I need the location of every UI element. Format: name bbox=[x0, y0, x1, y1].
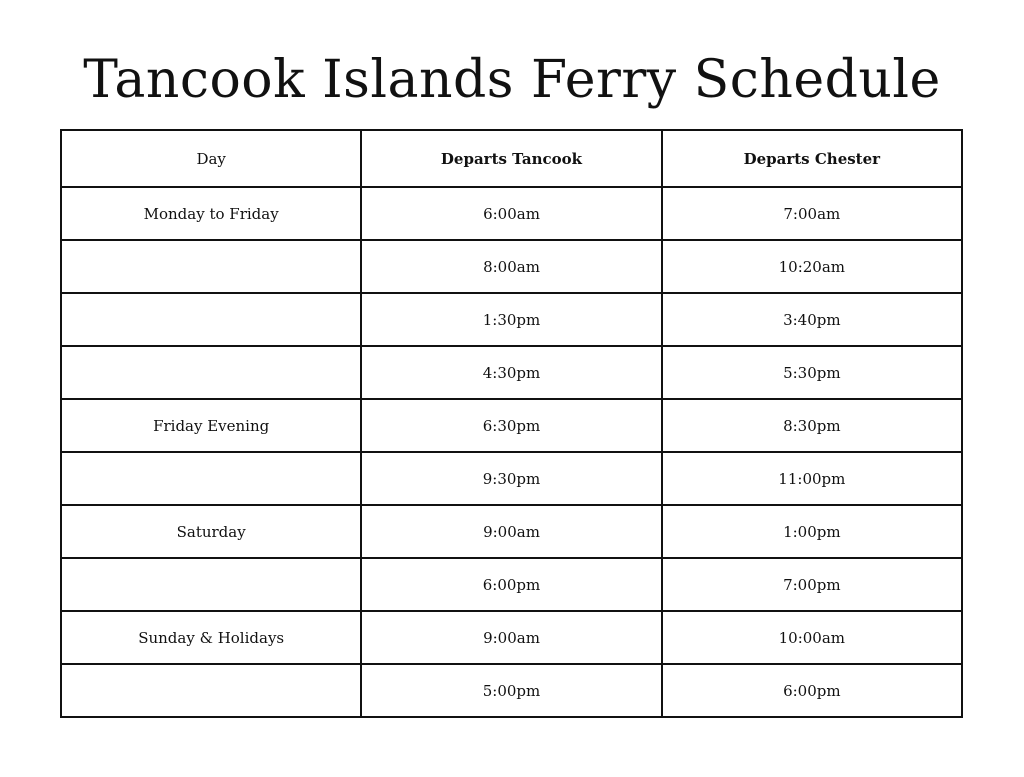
tancook-departure-cell: 9:30pm bbox=[361, 452, 661, 505]
day-cell: Friday Evening bbox=[61, 399, 361, 452]
table-row bbox=[61, 187, 962, 240]
day-cell: Sunday & Holidays bbox=[61, 611, 361, 664]
chester-departure-cell: 1:00pm bbox=[662, 505, 962, 558]
table-row bbox=[61, 505, 962, 558]
tancook-departure-cell: 6:00am bbox=[361, 187, 661, 240]
table-row bbox=[61, 346, 962, 399]
header-row bbox=[61, 130, 962, 187]
table-row bbox=[61, 240, 962, 293]
table-row bbox=[61, 293, 962, 346]
chester-departure-cell: 8:30pm bbox=[662, 399, 962, 452]
table-body bbox=[61, 187, 962, 717]
chester-departure-cell: 7:00am bbox=[662, 187, 962, 240]
page-title: Tancook Islands Ferry Schedule bbox=[83, 50, 941, 110]
chester-departure-cell: 7:00pm bbox=[662, 558, 962, 611]
day-cell bbox=[61, 293, 361, 346]
tancook-departure-cell: 9:00am bbox=[361, 611, 661, 664]
tancook-departure-cell: 5:00pm bbox=[361, 664, 661, 717]
ferry-schedule-table bbox=[60, 129, 963, 718]
chester-departure-cell: 11:00pm bbox=[662, 452, 962, 505]
table-row bbox=[61, 399, 962, 452]
chester-departure-cell: 10:00am bbox=[662, 611, 962, 664]
day-cell: Monday to Friday bbox=[61, 187, 361, 240]
day-cell bbox=[61, 558, 361, 611]
tancook-departure-cell: 9:00am bbox=[361, 505, 661, 558]
day-cell bbox=[61, 664, 361, 717]
chester-departure-cell: 6:00pm bbox=[662, 664, 962, 717]
tancook-departure-cell: 6:30pm bbox=[361, 399, 661, 452]
chester-departure-cell: 10:20am bbox=[662, 240, 962, 293]
tancook-departure-cell: 4:30pm bbox=[361, 346, 661, 399]
column-header-day: Day bbox=[61, 130, 361, 187]
day-cell bbox=[61, 346, 361, 399]
column-header-departs-chester: Departs Chester bbox=[662, 130, 962, 187]
chester-departure-cell: 5:30pm bbox=[662, 346, 962, 399]
table-header bbox=[61, 130, 962, 187]
day-cell bbox=[61, 452, 361, 505]
chester-departure-cell: 3:40pm bbox=[662, 293, 962, 346]
table-row bbox=[61, 611, 962, 664]
tancook-departure-cell: 6:00pm bbox=[361, 558, 661, 611]
tancook-departure-cell: 1:30pm bbox=[361, 293, 661, 346]
day-cell bbox=[61, 240, 361, 293]
column-header-departs-tancook: Departs Tancook bbox=[361, 130, 661, 187]
table-row bbox=[61, 558, 962, 611]
tancook-departure-cell: 8:00am bbox=[361, 240, 661, 293]
day-cell: Saturday bbox=[61, 505, 361, 558]
table-row bbox=[61, 664, 962, 717]
table-row bbox=[61, 452, 962, 505]
